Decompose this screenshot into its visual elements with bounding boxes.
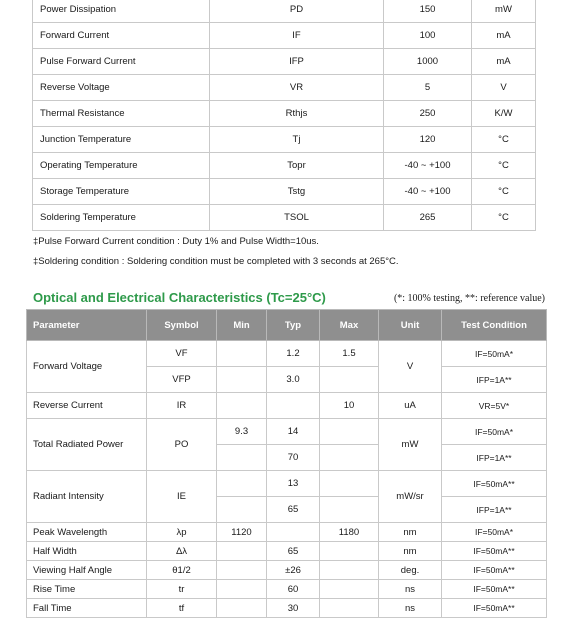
cell-typ — [267, 523, 320, 542]
cell-condition: IF=50mA* — [442, 419, 547, 445]
rating-unit: °C — [472, 127, 536, 153]
cell-parameter: Fall Time — [27, 599, 147, 618]
cell-condition: IF=50mA** — [442, 561, 547, 580]
cell-min — [217, 599, 267, 618]
rating-value: 120 — [384, 127, 472, 153]
cell-unit: ns — [379, 580, 442, 599]
cell-symbol: λp — [147, 523, 217, 542]
header-symbol: Symbol — [147, 310, 217, 341]
cell-typ: 3.0 — [267, 367, 320, 393]
table-row — [27, 523, 547, 542]
cell-condition: IF=50mA** — [442, 580, 547, 599]
section-note: (*: 100% testing, **: reference value) — [393, 293, 545, 304]
cell-min — [217, 393, 267, 419]
cell-max — [320, 497, 379, 523]
rating-name: Soldering Temperature — [33, 205, 210, 231]
absolute-ratings-body — [33, 0, 536, 231]
table-row — [33, 153, 536, 179]
rating-symbol: Tstg — [210, 179, 384, 205]
table-row — [33, 75, 536, 101]
cell-parameter: Rise Time — [27, 580, 147, 599]
cell-condition: IFP=1A** — [442, 497, 547, 523]
cell-min — [217, 471, 267, 497]
cell-max — [320, 580, 379, 599]
cell-max: 1180 — [320, 523, 379, 542]
cell-max — [320, 599, 379, 618]
cell-parameter: Peak Wavelength — [27, 523, 147, 542]
cell-parameter: Viewing Half Angle — [27, 561, 147, 580]
cell-min — [217, 497, 267, 523]
cell-unit: mW — [379, 419, 442, 471]
soldering-condition-note: ‡Soldering condition : Soldering condition must be completed with 3 seconds at 265°C. — [33, 256, 399, 267]
cell-condition: IFP=1A** — [442, 367, 547, 393]
table-row — [33, 101, 536, 127]
cell-condition: IF=50mA** — [442, 599, 547, 618]
rating-value: -40 ~ +100 — [384, 153, 472, 179]
rating-value: 5 — [384, 75, 472, 101]
cell-condition: IF=50mA* — [442, 341, 547, 367]
table-row — [33, 0, 536, 23]
cell-typ: 30 — [267, 599, 320, 618]
cell-parameter: Half Width — [27, 542, 147, 561]
table-row — [33, 205, 536, 231]
rating-name: Storage Temperature — [33, 179, 210, 205]
cell-max — [320, 542, 379, 561]
cell-unit: V — [379, 341, 442, 393]
param-total-radiated-power: Total Radiated Power — [27, 419, 147, 471]
cell-max — [320, 561, 379, 580]
cell-typ — [267, 393, 320, 419]
rating-unit: mW — [472, 0, 536, 23]
cell-unit: deg. — [379, 561, 442, 580]
cell-symbol: tf — [147, 599, 217, 618]
cell-min — [217, 445, 267, 471]
header-max: Max — [320, 310, 379, 341]
rating-symbol: Rthjs — [210, 101, 384, 127]
cell-min — [217, 341, 267, 367]
table-row — [27, 599, 547, 618]
cell-typ: ±26 — [267, 561, 320, 580]
rating-unit: V — [472, 75, 536, 101]
cell-max — [320, 367, 379, 393]
table-row — [33, 49, 536, 75]
cell-unit: mW/sr — [379, 471, 442, 523]
table-row — [33, 127, 536, 153]
cell-min — [217, 561, 267, 580]
rating-symbol: VR — [210, 75, 384, 101]
cell-condition: IF=50mA** — [442, 471, 547, 497]
cell-max: 10 — [320, 393, 379, 419]
table-row — [27, 542, 547, 561]
cell-condition: IFP=1A** — [442, 445, 547, 471]
cell-typ: 13 — [267, 471, 320, 497]
short-rows-body — [27, 523, 547, 618]
rating-unit: mA — [472, 49, 536, 75]
absolute-ratings-table — [32, 0, 536, 231]
cell-min: 1120 — [217, 523, 267, 542]
rating-value: 250 — [384, 101, 472, 127]
table-row — [27, 471, 547, 497]
rating-value: 150 — [384, 0, 472, 23]
pulse-condition-note: ‡Pulse Forward Current condition : Duty 1% and Pulse Width=10us. — [33, 236, 319, 247]
cell-max — [320, 445, 379, 471]
cell-condition: IF=50mA* — [442, 523, 547, 542]
cell-symbol: IE — [147, 471, 217, 523]
rating-name: Power Dissipation — [33, 0, 210, 23]
rating-symbol: Topr — [210, 153, 384, 179]
cell-unit: nm — [379, 523, 442, 542]
param-forward-voltage: Forward Voltage — [27, 341, 147, 393]
rating-value: 100 — [384, 23, 472, 49]
rating-value: 265 — [384, 205, 472, 231]
cell-max: 1.5 — [320, 341, 379, 367]
cell-max — [320, 419, 379, 445]
table-row — [27, 341, 547, 367]
cell-typ: 60 — [267, 580, 320, 599]
rating-value: 1000 — [384, 49, 472, 75]
cell-symbol: VF — [147, 341, 217, 367]
table-row — [27, 393, 547, 419]
header-condition: Test Condition — [442, 310, 547, 341]
cell-unit: uA — [379, 393, 442, 419]
rating-symbol: TSOL — [210, 205, 384, 231]
cell-typ: 65 — [267, 542, 320, 561]
header-min: Min — [217, 310, 267, 341]
header-unit: Unit — [379, 310, 442, 341]
cell-unit: nm — [379, 542, 442, 561]
rating-name: Pulse Forward Current — [33, 49, 210, 75]
cell-symbol: θ1/2 — [147, 561, 217, 580]
rating-name: Forward Current — [33, 23, 210, 49]
cell-max — [320, 471, 379, 497]
cell-min: 9.3 — [217, 419, 267, 445]
table-row — [33, 179, 536, 205]
rating-unit: °C — [472, 205, 536, 231]
rating-unit: K/W — [472, 101, 536, 127]
param-reverse-current: Reverse Current — [27, 393, 147, 419]
cell-typ: 65 — [267, 497, 320, 523]
cell-condition: VR=5V* — [442, 393, 547, 419]
param-radiant-intensity: Radiant Intensity — [27, 471, 147, 523]
rating-value: -40 ~ +100 — [384, 179, 472, 205]
rating-symbol: Tj — [210, 127, 384, 153]
table-row — [33, 23, 536, 49]
cell-symbol: IR — [147, 393, 217, 419]
rating-unit: °C — [472, 153, 536, 179]
cell-symbol: tr — [147, 580, 217, 599]
rating-name: Thermal Resistance — [33, 101, 210, 127]
rating-symbol: PD — [210, 0, 384, 23]
header-parameter: Parameter — [27, 310, 147, 341]
cell-typ: 14 — [267, 419, 320, 445]
cell-min — [217, 542, 267, 561]
cell-typ: 70 — [267, 445, 320, 471]
rating-name: Operating Temperature — [33, 153, 210, 179]
rating-name: Junction Temperature — [33, 127, 210, 153]
table-row — [27, 580, 547, 599]
rating-symbol: IF — [210, 23, 384, 49]
header-typ: Typ — [267, 310, 320, 341]
rating-symbol: IFP — [210, 49, 384, 75]
section-title: Optical and Electrical Characteristics (Tc=25°C) — [33, 290, 326, 305]
cell-condition: IF=50mA** — [442, 542, 547, 561]
cell-symbol: Δλ — [147, 542, 217, 561]
table-header-row — [27, 310, 547, 341]
cell-typ: 1.2 — [267, 341, 320, 367]
rating-unit: mA — [472, 23, 536, 49]
rating-name: Reverse Voltage — [33, 75, 210, 101]
cell-min — [217, 580, 267, 599]
cell-min — [217, 367, 267, 393]
cell-symbol: PO — [147, 419, 217, 471]
cell-symbol: VFP — [147, 367, 217, 393]
cell-unit: ns — [379, 599, 442, 618]
rating-unit: °C — [472, 179, 536, 205]
table-row — [27, 419, 547, 445]
table-row — [27, 561, 547, 580]
optical-electrical-table — [26, 309, 547, 618]
